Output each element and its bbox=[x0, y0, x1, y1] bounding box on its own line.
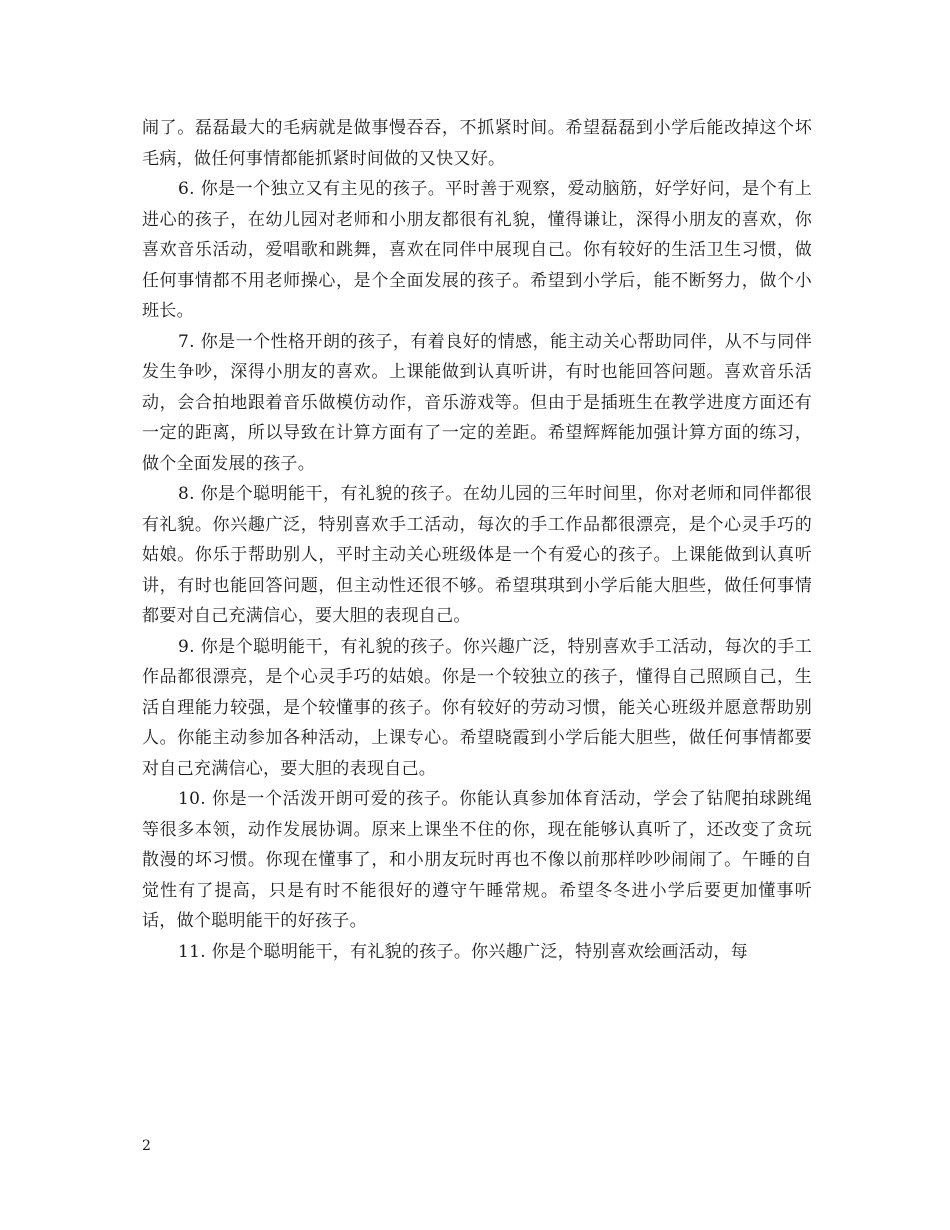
paragraph-item-9: 9. 你是个聪明能干，有礼貌的孩子。你兴趣广泛，特别喜欢手工活动，每次的手工作品都很漂亮，是个心灵手巧的姑娘。你是一个较独立的孩子，懂得自己照顾自己，生活自理能力较强，是个较懂事的孩子。你有较好的劳动习惯，能关心班级并愿意帮助别人。你能主动参加各种活动，上课专心。希望晓霞到小学后能大胆些，做任何事情都要对自己充满信心，要大胆的表现自己。 bbox=[142, 636, 812, 779]
paragraph-item-10: 10. 你是一个活泼开朗可爱的孩子。你能认真参加体育活动，学会了钻爬拍球跳绳等很多本领，动作发展协调。原来上课坐不住的你，现在能够认真听了，还改变了贪玩散漫的坏习惯。你现在懂事了，和小朋友玩时再也不像以前那样吵吵闹闹了。午睡的自觉性有了提高，只是有时不能很好的遵守午睡常规。希望冬冬进小学后要更加懂事听话，做个聪明能干的好孩子。 bbox=[142, 789, 812, 931]
paragraph-item-8: 8. 你是个聪明能干，有礼貌的孩子。在幼儿园的三年时间里，你对老师和同伴都很有礼貌。你兴趣广泛，特别喜欢手工活动，每次的手工作品都很漂亮，是个心灵手巧的姑娘。你乐于帮助别人，平时主动关心班级体是一个有爱心的孩子。上课能做到认真听讲，有时也能回答问题，但主动性还很不够。希望琪琪到小学后能大胆些，做任何事情都要对自己充满信心，要大胆的表现自己。 bbox=[142, 484, 812, 626]
page-number: 2 bbox=[142, 1138, 151, 1154]
paragraph-item-7: 7. 你是一个性格开朗的孩子，有着良好的情感，能主动关心帮助同伴，从不与同伴发生争吵，深得小朋友的喜欢。上课能做到认真听讲，有时也能回答问题。喜欢音乐活动，会合拍地跟着音乐做模仿动作，音乐游戏等。但由于是插班生在教学进度方面还有一定的距离，所以导致在计算方面有了一定的差距。希望辉辉能加强计算方面的练习，做个全面发展的孩子。 bbox=[142, 331, 812, 474]
document-body bbox=[142, 113, 812, 967]
paragraph-continuation: 闹了。磊磊最大的毛病就是做事慢吞吞，不抓紧时间。希望磊磊到小学后能改掉这个坏毛病，做任何事情都能抓紧时间做的又快又好。 bbox=[142, 118, 812, 169]
paragraph-item-6: 6. 你是一个独立又有主见的孩子。平时善于观察，爱动脑筋，好学好问，是个有上进心的孩子，在幼儿园对老师和小朋友都很有礼貌，懂得谦让，深得小朋友的喜欢，你喜欢音乐活动，爱唱歌和跳舞，喜欢在同伴中展现自己。你有较好的生活卫生习惯，做任何事情都不用老师操心，是个全面发展的孩子。希望到小学后，能不断努力，做个小班长。 bbox=[142, 179, 812, 321]
paragraph-item-11: 11. 你是个聪明能干，有礼貌的孩子。你兴趣广泛，特别喜欢绘画活动，每 bbox=[178, 941, 748, 962]
